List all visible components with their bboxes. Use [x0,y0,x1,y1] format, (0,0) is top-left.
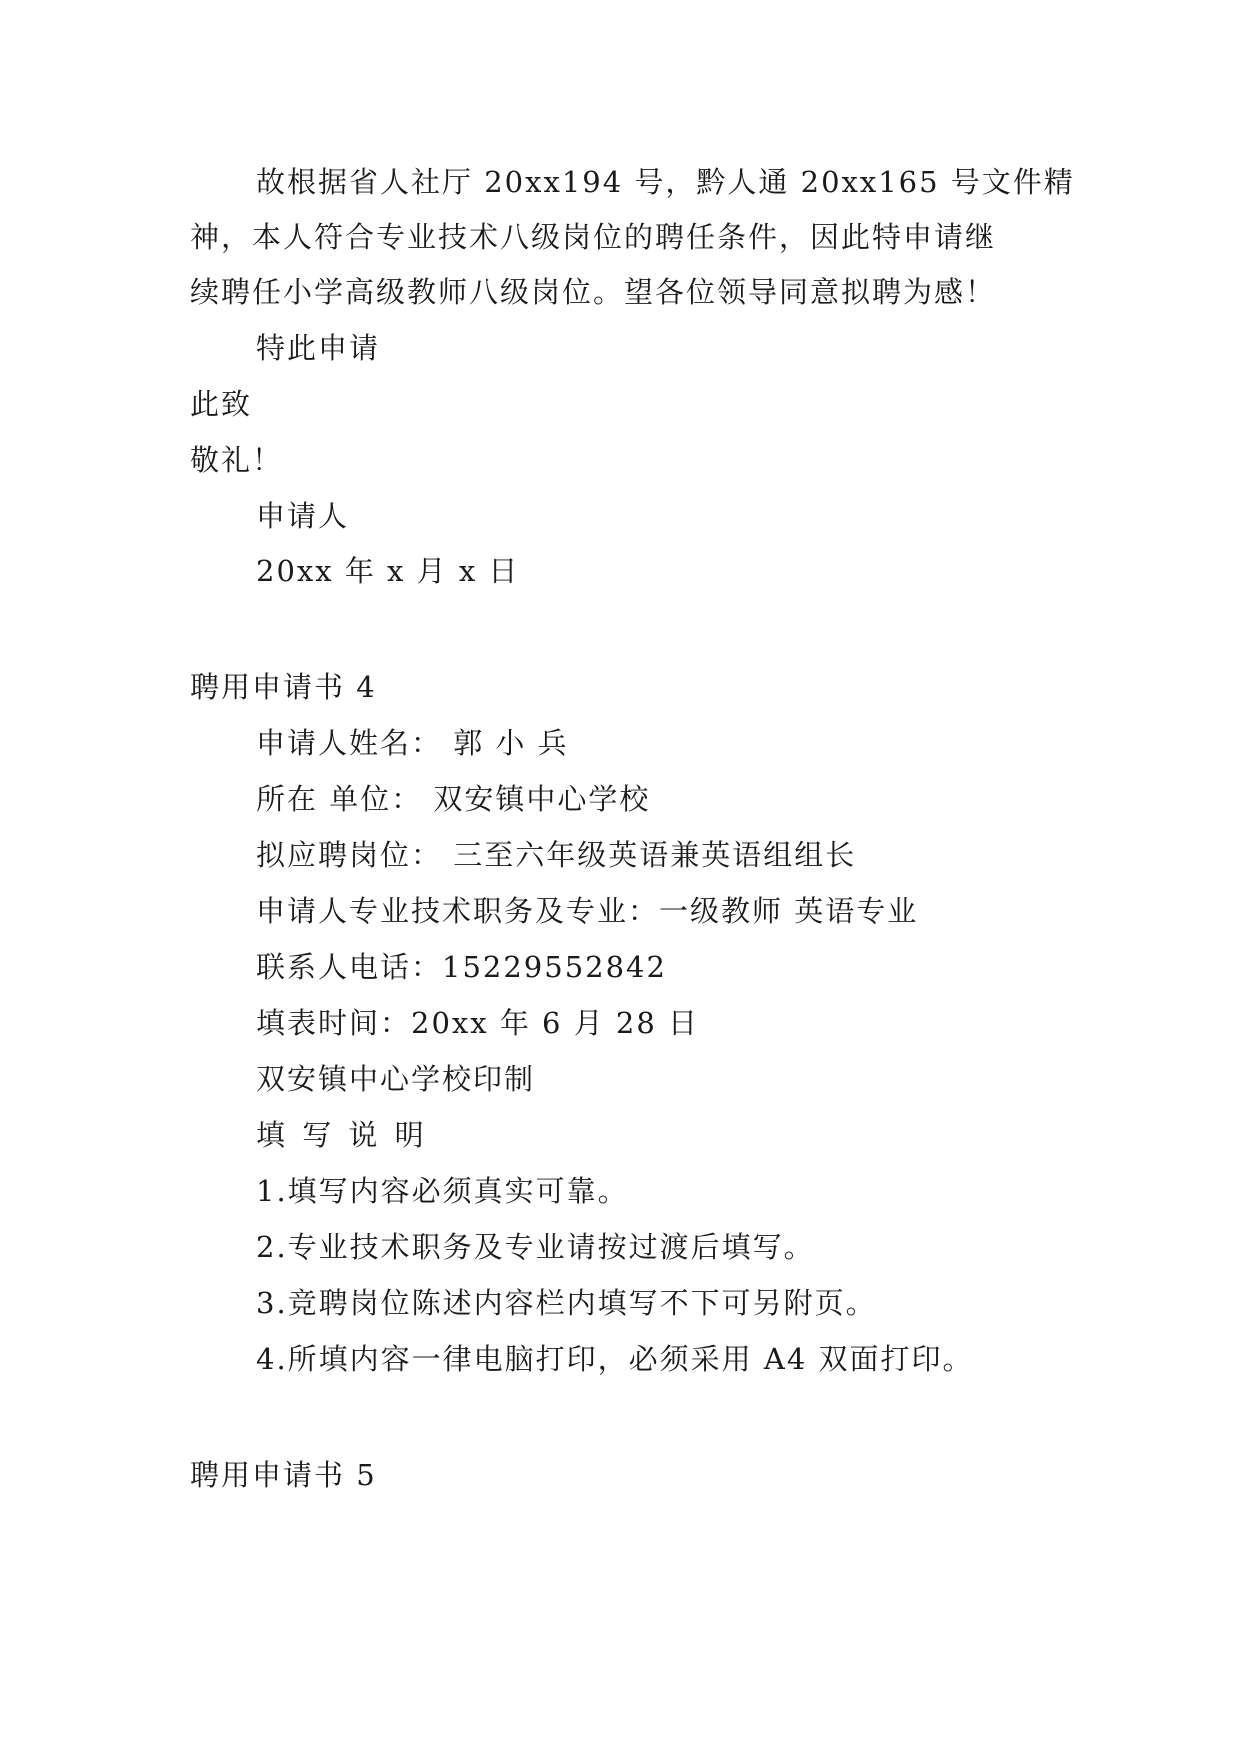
instructions-title: 填 写 说 明 [256,1118,428,1152]
form-field-line: 所在 单位： 双安镇中心学校 [256,782,651,816]
section-title: 聘用申请书 4 [190,670,377,704]
form-field-line: 填表时间：20xx 年 6 月 28 日 [256,1006,700,1040]
form-field-line: 申请人专业技术职务及专业：一级教师 英语专业 [256,894,919,928]
instruction-item: 4.所填内容一律电脑打印，必须采用 A4 双面打印。 [256,1342,974,1376]
instruction-item: 3.竞聘岗位陈述内容栏内填写不下可另附页。 [256,1286,877,1320]
applicant-signature: 申请人 [256,499,350,533]
form-field-line: 双安镇中心学校印制 [256,1062,536,1096]
instruction-item: 2.专业技术职务及专业请按过渡后填写。 [256,1230,815,1264]
paragraph-line: 续聘任小学高级教师八级岗位。望各位领导同意拟聘为感！ [190,275,997,309]
paragraph-line: 故根据省人社厅 20xx194 号，黔人通 20xx165 号文件精 [256,165,1075,199]
form-field-line: 申请人姓名： 郭 小 兵 [256,726,569,760]
signature-date: 20xx 年 x 月 x 日 [256,554,520,588]
paragraph-line: 神，本人符合专业技术八级岗位的聘任条件，因此特申请继 [190,220,997,254]
salutation-line: 此致 [190,387,253,421]
instruction-item: 1.填写内容必须真实可靠。 [256,1174,629,1208]
form-field-line: 联系人电话：15229552842 [256,950,667,984]
section-title: 聘用申请书 5 [190,1458,377,1492]
special-request-line: 特此申请 [256,331,381,365]
salutation-line: 敬礼！ [190,443,284,477]
form-field-line: 拟应聘岗位： 三至六年级英语兼英语组组长 [256,838,857,872]
